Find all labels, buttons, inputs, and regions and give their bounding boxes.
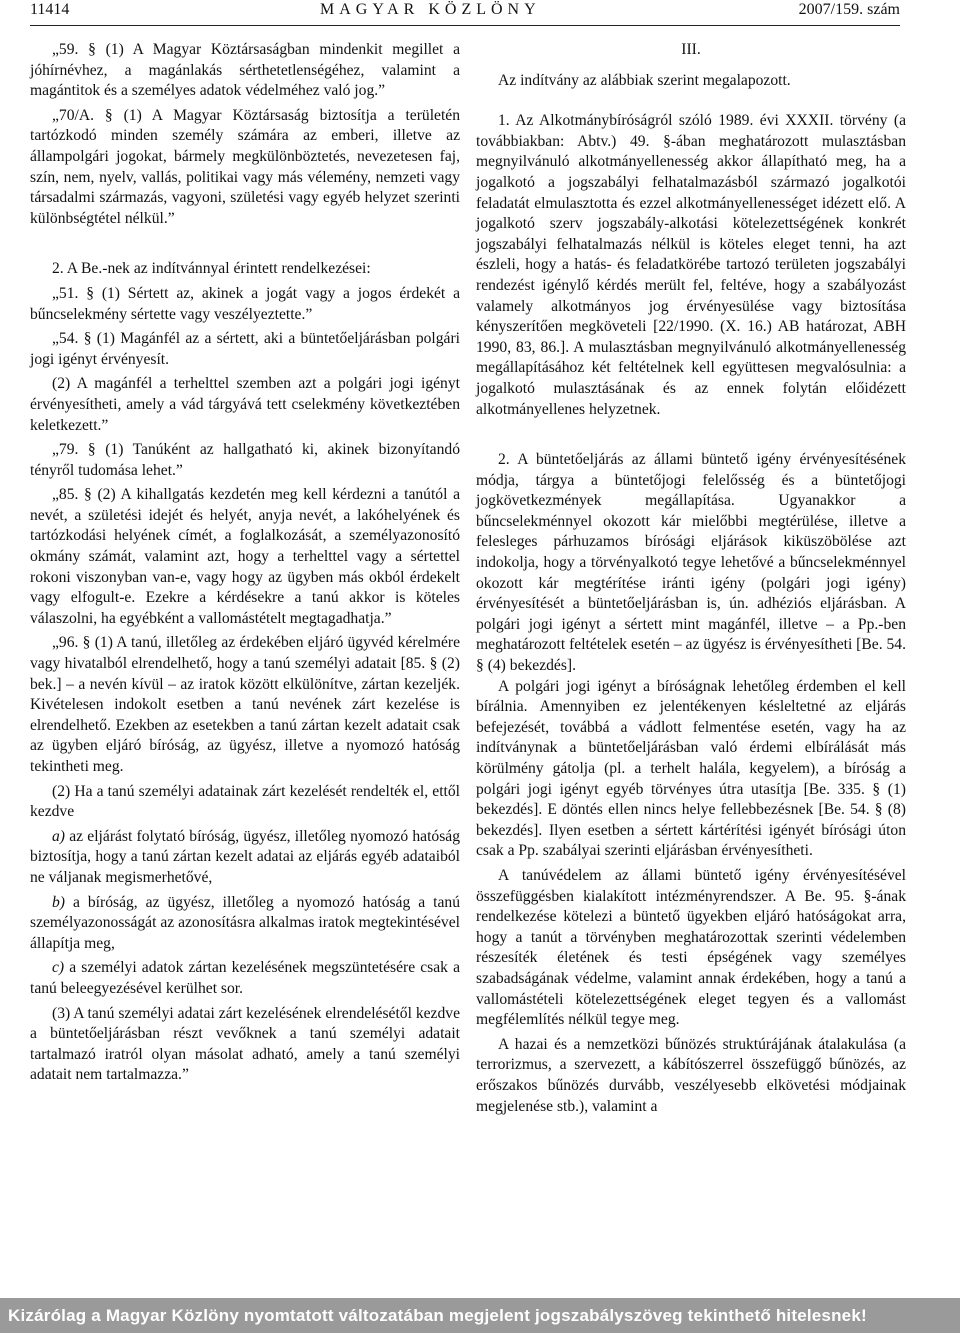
spacer [30,229,460,259]
section-heading: III. [681,41,701,58]
list-label: a) [52,827,65,845]
paragraph: (2) Ha a tanú személyi adatainak zárt kezelését rendelték el, ettől kezdve [30,782,460,821]
spacer [476,420,906,450]
list-label: b) [52,893,65,911]
paragraph: 2. A Be.-nek az indítvánnyal érintett rendelkezései: [52,260,371,278]
paragraph: „70/A. § (1) A Magyar Köztársaság biztosítja a területén tartózkodó minden személy számára az emberi, illetve az állampolgári jogokat, bármely megkülönböztetés, nevezetesen faj, szín, nem, nyelv, vallás, politikai vagy más vélemény, nemzeti vagy társadalmi származás, vagyoni, születési vagy egyéb helyzet szerinti különbségtétel nélkül.” [30,106,460,227]
left-column [30,40,460,1086]
paragraph: „79. § (1) Tanúként az hallgatható ki, akinek bizonyítandó tényről tudomása lehet.” [30,441,460,479]
authenticity-notice: Kizárólag a Magyar Közlöny nyomtatott változatában megjelent jogszabályszöveg tekinthető hitelesnek! [8,1306,867,1325]
paragraph: „96. § (1) A tanú, illetőleg az érdekében eljáró ügyvéd kérelmére vagy hivatalból elrendelhető, hogy a tanú személyi adatait [85. § (2) bek.] – a nevén kívül – az iratok között elkülönítve, zártan kezeljék. Kivételesen indokolt esetben a tanú nevének zárt kezelése is elrendelhető. Ezekben az esetekben a tanú zártan kezelt adatait csak az ügyben eljáró bíróság, az ügyész, illetve a nyomozó hatóság tekintheti meg. [30,634,460,775]
paragraph-text: a bíróság, az ügyész, illetőleg a nyomozó hatóság a tanú személyazonosságát az azonosításra alkalmas iratok megtekintésével állapítja meg, [30,893,460,952]
right-column [476,40,906,1117]
paragraph [30,958,460,999]
paragraph: (2) A magánfél a terhelttel szemben azt a polgári jogi igényt érvényesítheti, amely a vád tárgyává tett cselekmény következtében keletkezett.” [30,375,460,434]
page-number: 11414 [30,1,70,18]
paragraph: 1. Az Alkotmánybíróságról szóló 1989. évi XXXII. törvény (a továbbiakban: Abtv.) 49. §-ában meghatározott mulasztásban megnyilvánuló alkotmányellenesség akkor állapítható meg, ha a jogalkotó a jogszabályi felhatalmazásból származó jogalkotói feladatát elmulasztotta és ezzel alkotmányellenességet idézett elő. A jogalkotó szerv jogszabály-alkotási kötelezettségének konkrét jogszabályi felhatalmazás nélkül is köteles eleget tenni, ha azt észleli, hogy a hatás- és feladatkörébe tartozó területen jogszabályi rendezést igénylő kérdés merült fel, feltéve, hogy a szabályozást valamely alkotmányos jog érvényesülése vagy biztosítása kényszerítően megköveteli [22/1990. (X. 16.) AB határozat, ABH 1990, 83, 86.]. A mulasztásban megnyilvánuló alkotmányellenesség megállapításához két feltételnek kell együttesen megvalósulnia: a jogalkotó mulasztásának és az ennek folytán előidézett alkotmányellenes helyzetnek. [476,112,906,418]
paragraph: A hazai és a nemzetközi bűnözés struktúrájának átalakulása (a terrorizmus, a szervezett, a kábítószerrel összefüggő bűnözés, az erőszakos bűnözés durvább, veszélyesebb elkövetési módjainak megjelenése stb.), valamint a [476,1035,906,1115]
paragraph: A polgári jogi igényt a bíróságnak lehetőleg érdemben el kell bírálnia. Amennyiben ez jelentékenyen késleltetné az eljárás befejezését, továbbá a vádlott felmentése esetén, vagy ha az indítványnak a büntetőeljárásban való érdemi elbírálását más körülmény gátolja (pl. a terhelt halála, kegyelem), a bíróság a polgári jogi igényt egyéb törvényes útra utasítja [Be. 335. § (1) bekezdés]. E döntés ellen nincs helye fellebbezésnek [Be. 54. § (8) bekezdés]. Ilyen esetben a sértett kártérítési igényét bírósági úton csak a Pp. szabályai szerinti eljárásban érvényesítheti. [476,677,906,860]
spacer [476,61,906,71]
header-rule [30,25,900,26]
paragraph [30,893,460,955]
paragraph: „59. § (1) A Magyar Köztársaságban mindenkit megillet a jóhírnévhez, a magánlakás sérthetetlenségéhez, valamint a magántitok és a személyes adatok védelméhez való jog.” [30,41,460,100]
paragraph: „85. § (2) A kihallgatás kezdetén meg kell kérdezni a tanútól a nevét, a születési idejét és helyét, anyja nevét, a lakóhelyének és tartózkodási helyének címét, a foglalkozását, a személyazonosító okmány számát, valamint azt, hogy a terhelttel vagy a sértettel rokoni viszonyban van-e, vagy hogy az ügyben más okból érdekelt vagy elfogult-e. Ezekre a kérdésekre a tanú akkor is köteles válaszolni, ha egyébként a vallomástételt megtagadhatja.” [30,486,460,627]
paragraph: „51. § (1) Sértett az, akinek a jogát vagy a jogos érdekét a bűncselekmény sértette vagy veszélyeztette.” [30,284,460,323]
paragraph [30,827,460,889]
issue-number: 2007/159. szám [798,1,900,18]
paragraph: A tanúvédelem az állami büntető igény érvényesítésével összefüggésben kialakított intézményrendszer. A Be. 95. §-ának rendelkezése kötelezi a büntető ügyekben eljáró hatóságokat arra, hogy a tanút a törvényben meghatározottak szerinti védelemben részesíték életének és testi épségének vagy személyes szabadságának védelme, valamint annak érdekében, hogy a tanú a vallomástételi kötelezettségének eleget tegyen és a vallomást megfélemlítés nélkül tegye meg. [476,866,906,1029]
paragraph: 2. A büntetőeljárás az állami büntető igény érvényesítésének módja, tárgya a büntetőjogi felelősség és a büntetőjogi jogkövetkezmények megállapítása. Ugyanakkor a bűncselekménnyel okozott kár mielőbbi megtérülése, illetve a felesleges párhuzamos bírósági eljárások kiküszöbölése azt indokolja, hogy a törvényalkotó tegye lehetővé a bűncselekménnyel okozott kár megtérítése iránti igény (polgári jogi igény) érvényesítését a büntetőeljárásban is, ún. adhéziós eljárásban. A polgári jogi igényt a sértett mint magánfél, illetve – a Pp.-ben meghatározott feltételek esetén – az ügyész is érvényesítheti [Be. 54. § (4) bekezdés]. [476,451,906,675]
paragraph: „54. § (1) Magánfél az a sértett, aki a büntetőeljárásban polgári jogi igényt érvényesít. [30,330,460,368]
list-label: c) [52,959,65,977]
paragraph: (3) A tanú személyi adatai zárt kezelésének elrendelésétől kezdve a büntetőeljárásban részt vevőknek a tanú személyi adatait tartalmazó iratról olyan másolat adható, amely a tanú személyi adatait nem tartalmazza.” [30,1004,460,1084]
paragraph-text: a személyi adatok zártan kezelésének megszüntetésére csak a tanú beleegyezésével kerülhet sor. [30,959,460,997]
paragraph: Az indítvány az alábbiak szerint megalapozott. [498,71,791,89]
journal-title: MAGYAR KÖZLÖNY [320,1,541,18]
page-header [30,0,900,24]
paragraph-text: az eljárást folytató bíróság, ügyész, illetőleg nyomozó hatóság biztosítja, hogy a tanú zártan kezelt adatai az eljárás egyéb adataiból ne váljanak megismerhetővé, [30,827,460,886]
spacer [476,91,906,111]
